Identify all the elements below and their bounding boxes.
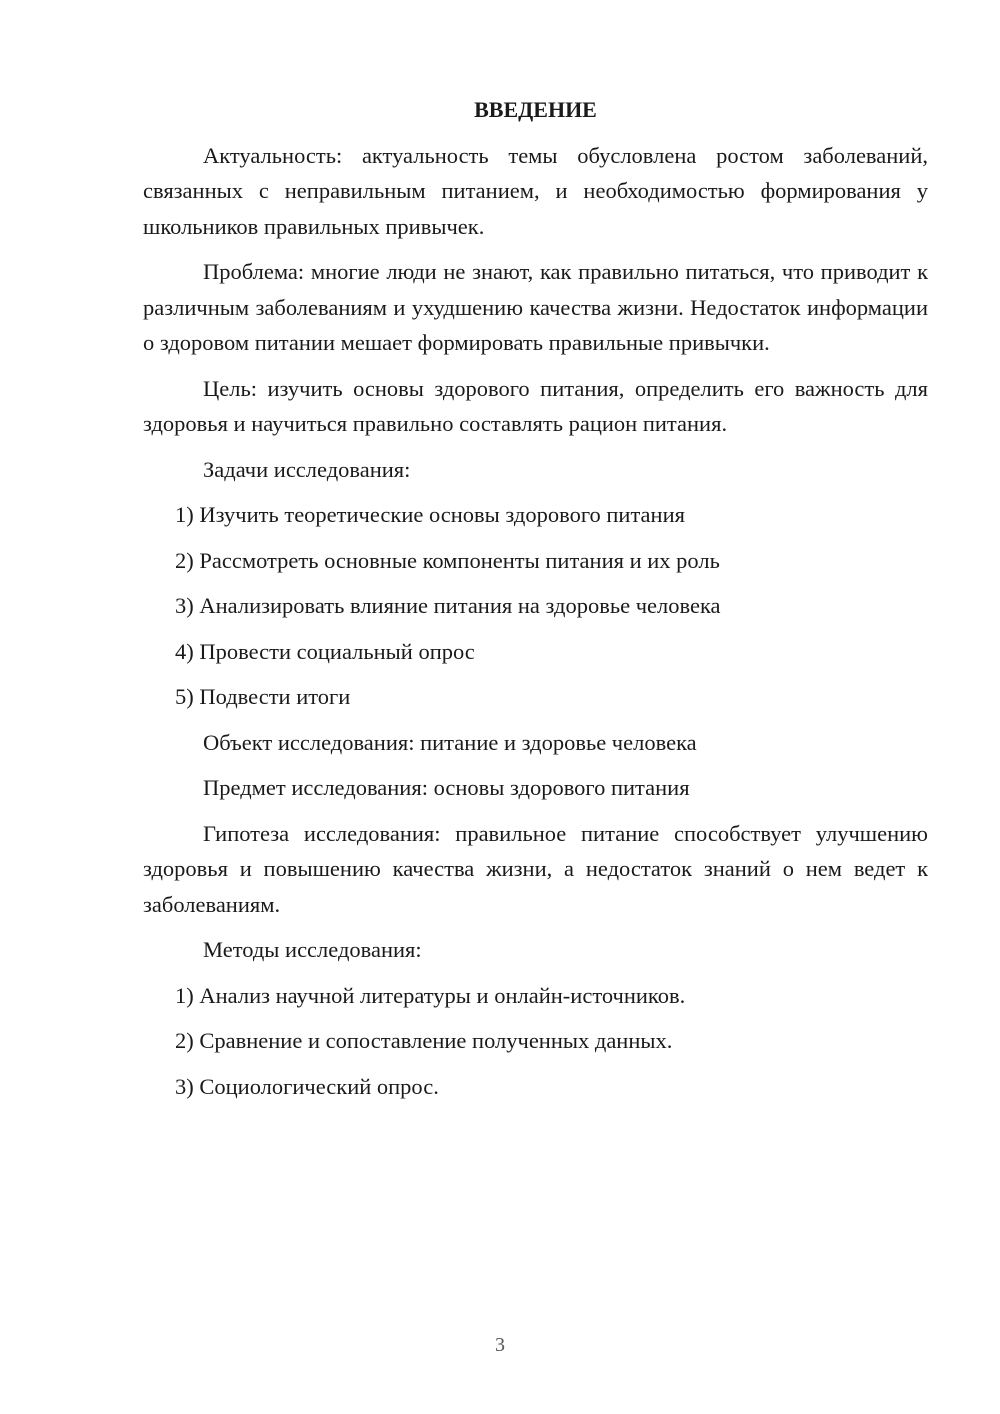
methods-list	[143, 978, 928, 1105]
tasks-heading: Задачи исследования:	[203, 456, 411, 482]
research-subject: Предмет исследования: основы здорового питания	[203, 775, 690, 800]
list-item: 5) Подвести итоги	[175, 684, 351, 709]
list-item: 3) Социологический опрос.	[175, 1073, 439, 1099]
page-number: 3	[495, 1334, 505, 1356]
list-item: 4) Провести социальный опрос	[175, 638, 475, 664]
research-object: Объект исследования: питание и здоровье человека	[203, 729, 697, 755]
list-item: 1) Анализ научной литературы и онлайн-источников.	[175, 982, 686, 1008]
list-item: 1) Изучить теоретические основы здорового питания	[175, 502, 685, 527]
tasks-list	[143, 497, 928, 715]
page-content	[143, 92, 928, 1114]
section-title: ВВЕДЕНИЕ	[474, 97, 597, 122]
relevance-paragraph: Актуальность: актуальность темы обусловлена ростом заболеваний, связанных с неправильным питанием, и необходимостью формирования у школьников правильных привычек.	[143, 142, 928, 239]
goal-paragraph: Цель: изучить основы здорового питания, определить его важность для здоровья и научиться правильно составлять рацион питания.	[143, 375, 928, 436]
problem-paragraph: Проблема: многие люди не знают, как правильно питаться, что приводит к различным заболеваниям и ухудшению качества жизни. Недостаток информации о здоровом питании мешает формировать правильные привычки.	[143, 259, 928, 355]
methods-heading: Методы исследования:	[203, 937, 422, 962]
hypothesis-paragraph: Гипотеза исследования: правильное питание способствует улучшению здоровья и повышению качества жизни, а недостаток знаний о нем ведет к заболеваниям.	[143, 820, 928, 917]
list-item: 2) Сравнение и сопоставление полученных данных.	[175, 1028, 673, 1053]
list-item: 3) Анализировать влияние питания на здоровье человека	[175, 593, 721, 618]
list-item: 2) Рассмотреть основные компоненты питания и их роль	[175, 547, 720, 573]
